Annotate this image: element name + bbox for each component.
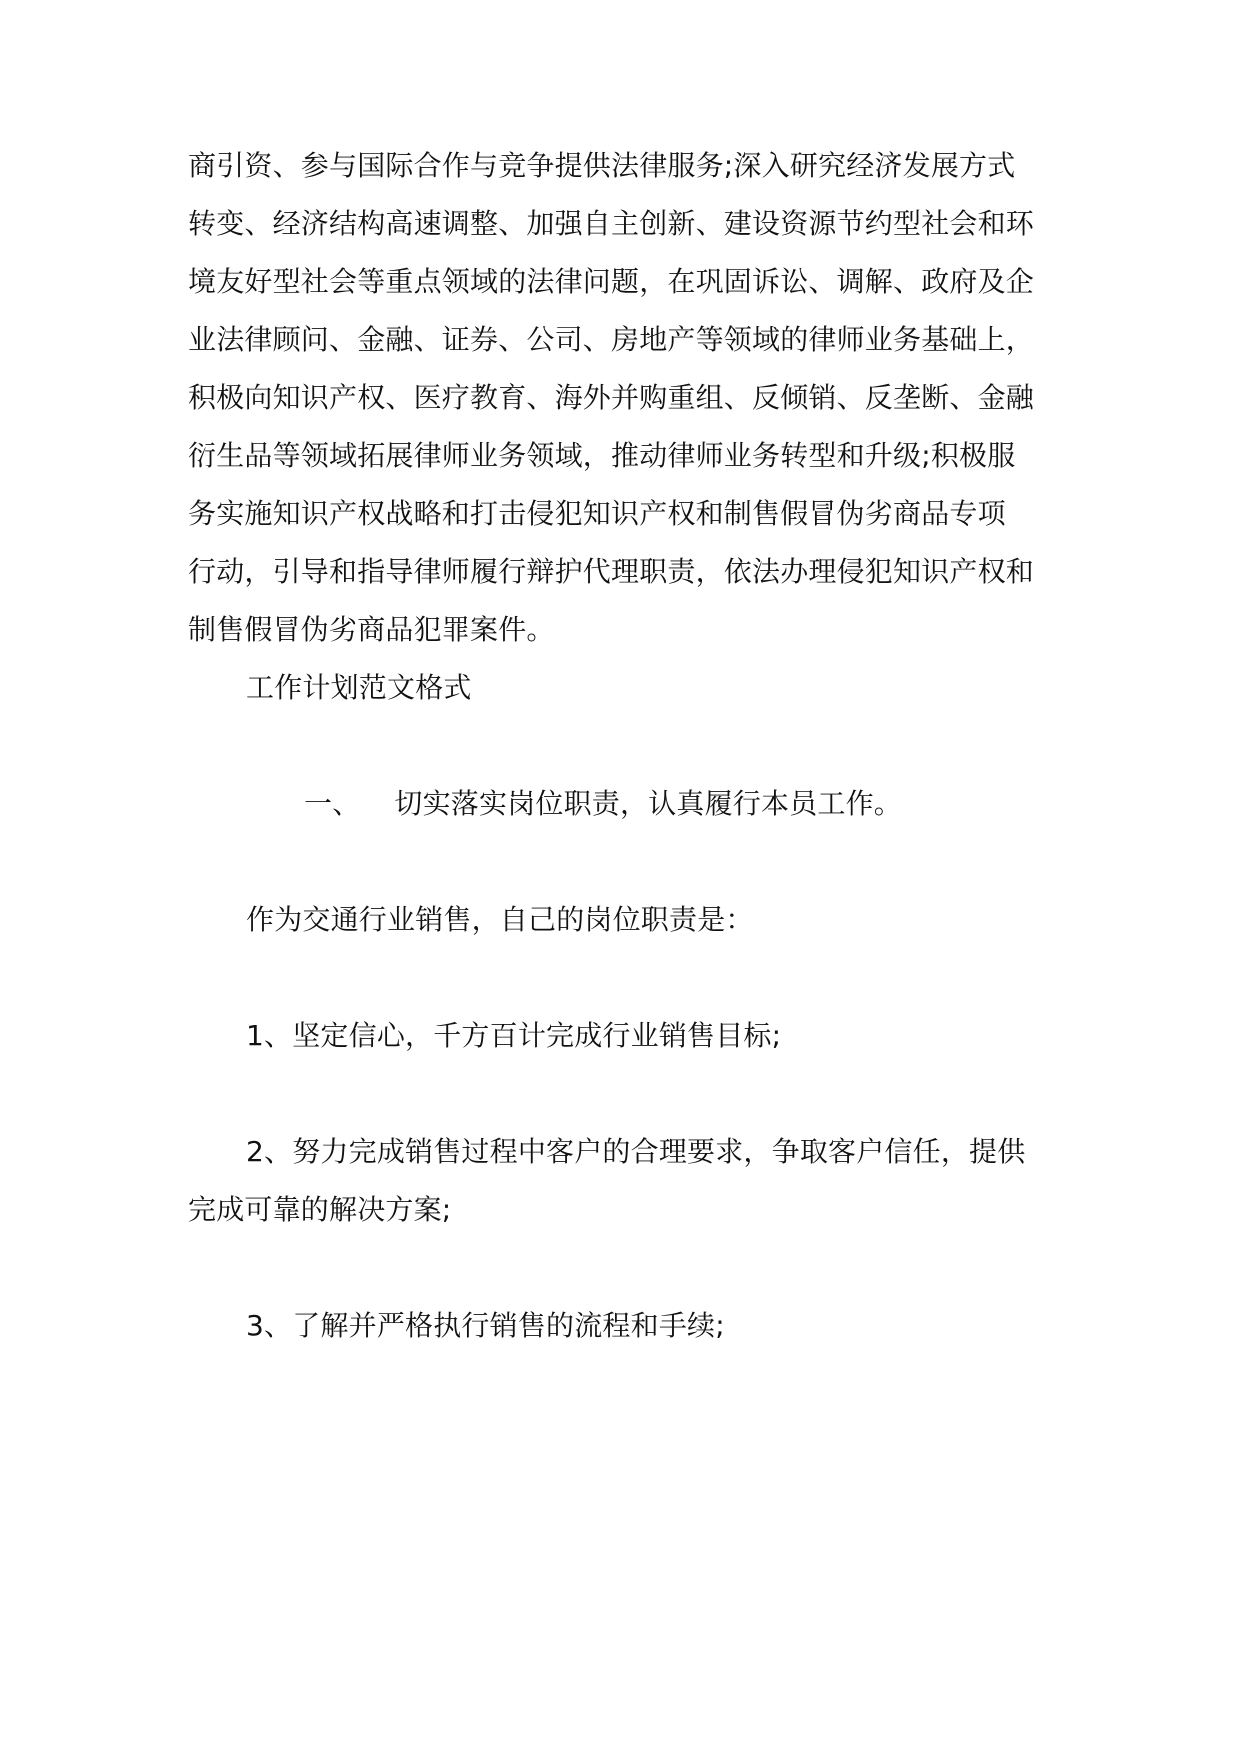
paragraph-line: 行动，引导和指导律师履行辩护代理职责，依法办理侵犯知识产权和 bbox=[188, 555, 1035, 588]
intro-text: 作为交通行业销售，自己的岗位职责是： bbox=[246, 903, 754, 936]
paragraph-line: 商引资、参与国际合作与竞争提供法律服务;深入研究经济发展方式 bbox=[188, 149, 1016, 182]
paragraph-line: 积极向知识产权、医疗教育、海外并购重组、反倾销、反垄断、金融 bbox=[188, 381, 1035, 414]
list-item: 2、努力完成销售过程中客户的合理要求，争取客户信任，提供 bbox=[246, 1135, 1026, 1168]
section-title: 切实落实岗位职责，认真履行本员工作。 bbox=[394, 787, 903, 820]
section-heading: 工作计划范文格式 bbox=[246, 671, 472, 704]
list-item: 3、了解并严格执行销售的流程和手续; bbox=[246, 1309, 725, 1342]
paragraph-line: 境友好型社会等重点领域的法律问题，在巩固诉讼、调解、政府及企 bbox=[188, 265, 1035, 298]
list-item: 1、坚定信心，千方百计完成行业销售目标; bbox=[246, 1019, 782, 1052]
list-item-continuation: 完成可靠的解决方案; bbox=[188, 1193, 452, 1226]
section-title-row bbox=[304, 784, 902, 824]
paragraph-line: 转变、经济结构高速调整、加强自主创新、建设资源节约型社会和环 bbox=[188, 207, 1035, 240]
paragraph-line: 制售假冒伪劣商品犯罪案件。 bbox=[188, 613, 555, 646]
paragraph-line: 务实施知识产权战略和打击侵犯知识产权和制售假冒伪劣商品专项 bbox=[188, 497, 1006, 530]
paragraph-line: 衍生品等领域拓展律师业务领域，推动律师业务转型和升级;积极服 bbox=[188, 439, 1016, 472]
paragraph-line: 业法律顾问、金融、证券、公司、房地产等领域的律师业务基础上， bbox=[188, 323, 1035, 356]
section-number: 一、 bbox=[304, 787, 361, 820]
